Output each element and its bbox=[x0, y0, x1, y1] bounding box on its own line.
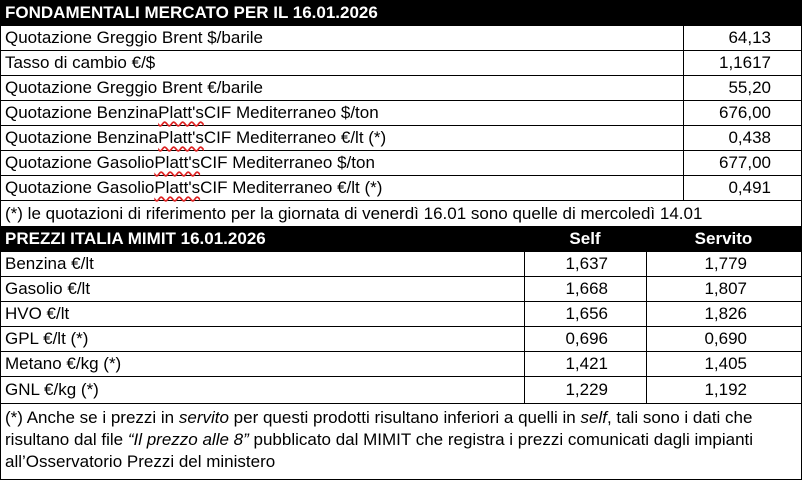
row-value: 1,1617 bbox=[683, 51, 801, 75]
self-price: 1,668 bbox=[524, 277, 646, 301]
fuel-label: GPL €/lt (*) bbox=[5, 329, 89, 348]
fuel-label: Metano €/kg (*) bbox=[5, 354, 122, 373]
table-row bbox=[1, 377, 801, 404]
table-row bbox=[1, 76, 801, 101]
section2-header bbox=[1, 227, 801, 252]
table-row bbox=[1, 101, 801, 126]
column-header-self: Self bbox=[569, 229, 601, 248]
row-label: Tasso di cambio €/$ bbox=[5, 53, 156, 72]
table-row bbox=[1, 277, 801, 302]
table-row bbox=[1, 26, 801, 51]
row-value: 676,00 bbox=[683, 101, 801, 125]
table-row bbox=[1, 126, 801, 151]
servito-price: 1,826 bbox=[646, 302, 801, 326]
table-row bbox=[1, 151, 801, 176]
servito-price: 0,690 bbox=[646, 327, 801, 351]
row-label: Quotazione Benzina Platt's CIF Mediterraneo €/lt (*) bbox=[5, 128, 387, 147]
servito-price: 1,807 bbox=[646, 277, 801, 301]
section1-note bbox=[1, 201, 801, 227]
row-label: Quotazione Benzina Platt's CIF Mediterraneo $/ton bbox=[5, 103, 379, 122]
fuel-label: GNL €/kg (*) bbox=[5, 380, 99, 399]
table-row bbox=[1, 252, 801, 277]
servito-price: 1,405 bbox=[646, 352, 801, 376]
row-value: 64,13 bbox=[683, 26, 801, 50]
row-value: 55,20 bbox=[683, 76, 801, 100]
section1-note-text: (*) le quotazioni di riferimento per la giornata di venerdì 16.01 sono quelle di mercoledì 14.01 bbox=[5, 203, 703, 223]
self-price: 1,421 bbox=[524, 352, 646, 376]
table-row bbox=[1, 51, 801, 76]
section2-note-text: (*) Anche se i prezzi in servito per questi prodotti risultano inferiori a quelli in self, tali sono i dati che risultano dal file “Il prezzo alle 8” pubblicato dal MIMIT che registra i prezzi comunicati dagli impianti all’Osservatorio Prezzi del ministero bbox=[5, 408, 754, 471]
servito-price: 1,192 bbox=[646, 377, 801, 403]
fuel-label: Gasolio €/lt bbox=[5, 279, 91, 298]
table-row bbox=[1, 327, 801, 352]
row-label: Quotazione Gasolio Platt's CIF Mediterraneo $/ton bbox=[5, 153, 375, 172]
row-label: Quotazione Gasolio Platt's CIF Mediterraneo €/lt (*) bbox=[5, 178, 383, 197]
row-value: 677,00 bbox=[683, 151, 801, 175]
fuel-label: HVO €/lt bbox=[5, 304, 70, 323]
row-value: 0,491 bbox=[683, 176, 801, 200]
table-row bbox=[1, 352, 801, 377]
servito-price: 1,779 bbox=[646, 252, 801, 276]
section1-title: FONDAMENTALI MERCATO PER IL 16.01.2026 bbox=[5, 3, 378, 22]
section2-title: PREZZI ITALIA MIMIT 16.01.2026 bbox=[5, 229, 266, 248]
column-header-servito: Servito bbox=[694, 229, 753, 248]
fuel-label: Benzina €/lt bbox=[5, 254, 94, 273]
self-price: 0,696 bbox=[524, 327, 646, 351]
table-row bbox=[1, 176, 801, 201]
section2-note bbox=[1, 404, 801, 479]
self-price: 1,637 bbox=[524, 252, 646, 276]
self-price: 1,656 bbox=[524, 302, 646, 326]
section1-header bbox=[1, 1, 801, 26]
row-value: 0,438 bbox=[683, 126, 801, 150]
row-label: Quotazione Greggio Brent $/barile bbox=[5, 28, 263, 47]
row-label: Quotazione Greggio Brent €/barile bbox=[5, 78, 263, 97]
self-price: 1,229 bbox=[524, 377, 646, 403]
table-row bbox=[1, 302, 801, 327]
